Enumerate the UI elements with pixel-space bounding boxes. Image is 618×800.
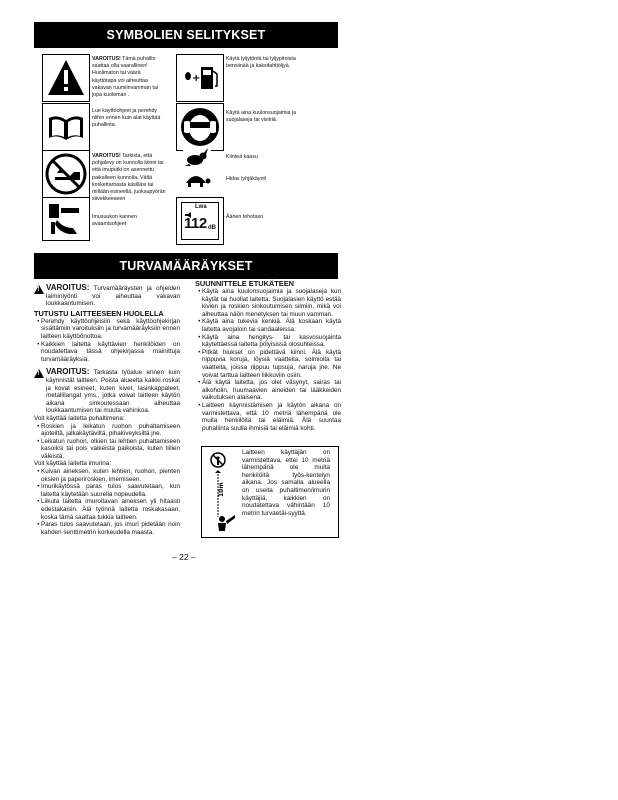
symbol-text-turtle: Hidas tyhjäkäynti [226, 176, 267, 182]
symbol-text-thrown: VAROITUS! Tarkista, että pohjalevy on kunnolla kiinni tai että imuputki on asennettu paikalleen kunnolla. Vältä koskettamasta käsilläsi tai millään esineellä, juoksupyörän siivekkeeseen [92, 153, 166, 203]
warning-triangle-icon [34, 285, 44, 294]
symbol-text-assembly: Imusuukon kannen avaamisohjeet [92, 214, 137, 228]
heading-know-device: TUTUSTU LAITTEESEEN HUOLELLA [34, 308, 164, 318]
list-item: • Käytä aina tukevia kenkiä. Älä koskaan käytä laitetta avojaloin tai sandaaleissa. [202, 318, 341, 333]
warning-triangle-icon [34, 369, 44, 378]
list-item: • Käytä aina kuulonsuojaimia ja suojalaseja kun käytät tai huollat laitetta. Suojalasien käyttö estää kivien ja roskien sinkoutumisen silmiin, mikä voi aiheuttaa näön menetyksen tai muun vamman. [202, 288, 341, 318]
symbols-section-title: SYMBOLIEN SELITYKSET [34, 22, 338, 48]
sound-badge-unit: dB [208, 225, 216, 231]
list-item: • Käytä aina hengitys- tai kasvosuojainta käytettäessä laitetta pölyisissä olosuhteissa. [202, 334, 341, 349]
list-item: • Roskien ja leikatun ruohon puhaltamiseen ajoteiltä, jalkakäytäviltä, pihakiveyksiltä jne. [41, 423, 180, 438]
symbol-text-hearing: Käytä aina kuulonsuojaimia ja suojalaseja tai visiiriä. [226, 110, 297, 124]
left-column [34, 284, 180, 536]
list-item: • Paras tulos saavutetaan, jos imuri pidetään noin kahden senttimetrin korkeudella maasta. [41, 521, 180, 536]
list-item: • Älä käytä laitetta, jos olet väsynyt, sairas tai alkoholin, huumaavien aineiden tai lääkkeiden vaikutuksen alaisena. [202, 379, 341, 402]
safety-distance-icon [208, 451, 238, 535]
symbol-text-rabbit: Kiinteä kaasu [226, 154, 258, 160]
warning-block-1: ! VAROITUS: Turvamääräysten ja ohjeiden laiminlyönti voi aiheuttaa vakavan loukkaantumisen. [34, 284, 180, 308]
symbol-text-sound: Äänen tehotaso [226, 214, 264, 220]
hearing-protection-icon [176, 103, 224, 151]
safety-distance-box [201, 446, 339, 538]
list-item: • Pitkät hiukset on pidettävä kiinni. Älä käytä riippuvia koruja, löysiä vaatteita, solmioita tai vaatteita, joissa riippuu tupsuja, naruja jne. Ne voivat tarttua laitteen liikkuviin osiin. [202, 349, 341, 379]
safety-section-title: TURVAMÄÄRÄYKSET [34, 253, 338, 279]
page-number: – 22 – [172, 552, 196, 562]
symbol-text-manual: Lue käyttöohjeet ja perehdy niihin ennen kuin alat käyttää puhallinta. [92, 108, 161, 129]
right-column [195, 278, 341, 432]
list-item: • Laitteen käynnistämisen ja käytön aikana on varmistettava, että 10 metriä lähempänä ole muita henkilöitä tai eläimiä. Älä suuntaa puhallinta suulla ihmisiä tai eläimiä kohti. [202, 402, 341, 432]
sound-power-icon [176, 197, 224, 245]
warning-triangle-icon [42, 54, 90, 102]
symbol-text-warning: VAROITUS! Tämä puhallin saattaa olla vaarallinen! Huolimaton tai väärä käyttötapa voi aiheuttaa vakavan ruumiinvamman tai jopa kuoleman . [92, 56, 158, 99]
list-item: • Kaikkien laitetta käyttävien henkilöiden on noudatettava tässä ohjekirjassa mainittuja turvamääräyksiä. [41, 341, 180, 364]
heading-plan-ahead: SUUNNITTELE ETUKÄTEEN [195, 279, 294, 288]
symbol-text-fuel: Käytä lyijytöntä tai lyijypitoista bensiinää ja kaksitahtiöljyä. [226, 56, 296, 70]
sound-badge-label: Lwa [195, 204, 207, 210]
read-manual-icon [42, 103, 90, 151]
thrown-objects-icon [42, 150, 90, 198]
turtle-icon [181, 170, 213, 188]
list-item: • Imurikäytössä paras tulos saavutetaan, kun laitetta käytetään suurella nopeudella. [41, 483, 180, 498]
svg-text:+: + [192, 73, 201, 84]
fuel-oil-mix-icon [176, 54, 224, 102]
warning-block-2: ! VAROITUS: Tarkasta työalue ennen kuin käynnistät laitteen. Poista alueelta kaikki roskat ja kovat esineet, kuten kivet, lasinkappaleet, metallilangat yms., jotka voivat laitteen käytön aikana sinkoutessaan aiheuttaa loukkaantumisen tai muuta vahinkoa. [34, 368, 180, 415]
list-item: • Liikuta laitetta imuroitavan aineksen yli hitaasti edestakaisin. Älä työnnä laitetta roskakasaan, koska tämä saattaa tukkia laitteen. [41, 498, 180, 521]
list-blower-use [34, 423, 180, 461]
list-item: • Perehdy käyttöohjeisiin sekä käyttöohjekirjan sisältämiin varoituksiin ja turvamääräyksiin ennen laitteen käyttöönottoa. [41, 318, 180, 341]
assembly-icon [42, 197, 90, 241]
svg-text:10m: 10m [218, 482, 225, 497]
safety-distance-text: Laitteen käyttäjän on varmistettava, ettei 10 metriä lähempänä ole muita henkilöitä työs-kentelyn aikana. Jos samalla alueella on useita puhaltimen/imurin käyttäjiä, kaikkien on noudatettava vähintään 10 metrin turvaetäi-syyttä. [242, 449, 330, 517]
vacuum-intro: Voit käyttää laitetta imurina: [34, 460, 112, 468]
list-plan-ahead [195, 288, 341, 432]
usage-intro: Voit käyttää laitetta puhaltimena: [34, 414, 125, 422]
list-know-device [34, 318, 180, 364]
sound-badge-value: 112 [184, 215, 207, 232]
list-item: • Leikatun ruohon, olkien tai lehtien puhaltamiseen kasoiksi tai pois vaikeista paikoista, kuten tiilien väleistä. [41, 438, 180, 461]
rabbit-icon [183, 147, 211, 167]
list-vacuum-use [34, 468, 180, 536]
list-item: • Kuivan aineksen, kuten lehtien, ruohon, pienten oksien ja paperiroskien, imemiseen. [41, 468, 180, 483]
